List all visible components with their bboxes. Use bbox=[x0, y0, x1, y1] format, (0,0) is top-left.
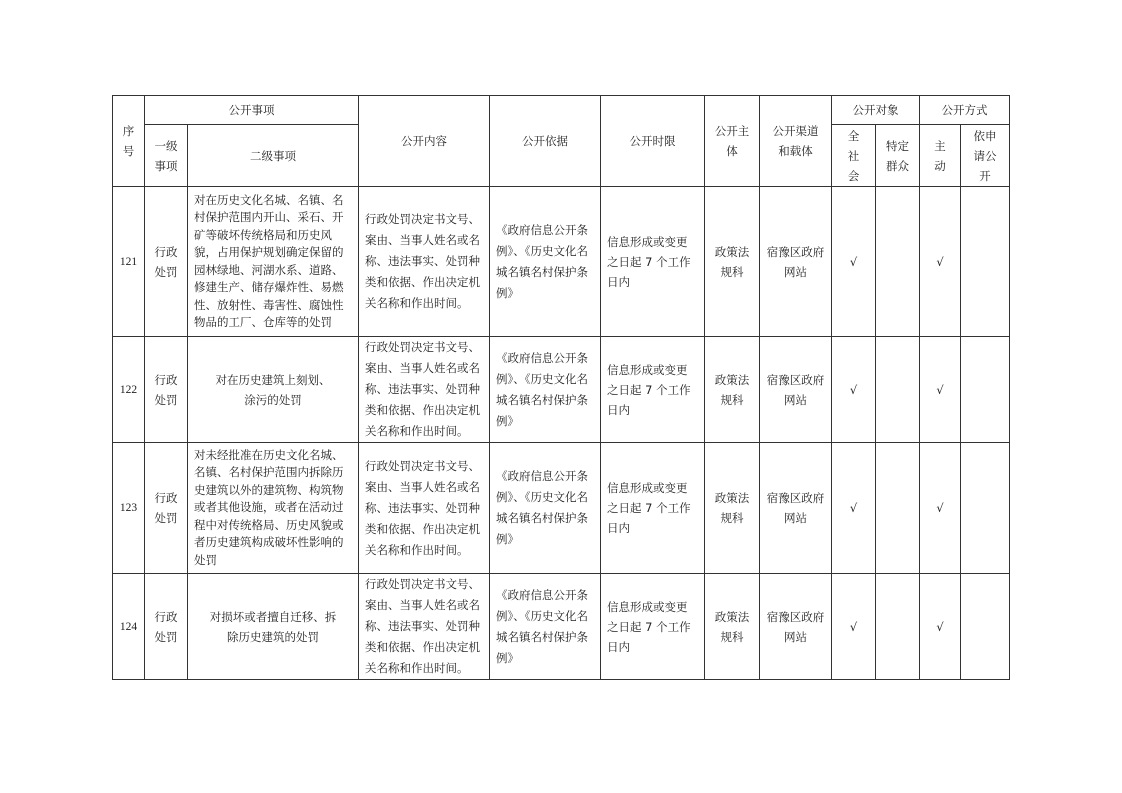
header-target-specific bbox=[876, 125, 920, 187]
row-seq: 123 bbox=[113, 443, 145, 574]
row-seq: 124 bbox=[113, 574, 145, 680]
header-seq bbox=[113, 96, 145, 187]
row-channel bbox=[760, 337, 832, 443]
row-target-all-check: √ bbox=[832, 443, 876, 574]
row-level1 bbox=[145, 187, 188, 337]
header-public-items: 公开事项 bbox=[145, 96, 359, 125]
header-method-active-label: 主动 bbox=[934, 138, 946, 173]
row-method-active-check: √ bbox=[920, 443, 961, 574]
row-level2 bbox=[188, 337, 359, 443]
header-time-limit: 公开时限 bbox=[601, 96, 705, 187]
table-row bbox=[113, 443, 1010, 574]
row-target-all-check: √ bbox=[832, 574, 876, 680]
row-target-specific-check bbox=[876, 443, 920, 574]
row-level1-text: 行政处罚 bbox=[154, 244, 178, 279]
row-basis: 《政府信息公开条例》、《历史文化名城名镇名村保护条例》 bbox=[490, 443, 601, 574]
row-channel-text: 宿豫区政府网站 bbox=[766, 372, 825, 407]
table-row bbox=[113, 337, 1010, 443]
disclosure-table bbox=[112, 95, 1010, 680]
header-target-all-label: 全社会 bbox=[847, 128, 860, 183]
header-target-all bbox=[832, 125, 876, 187]
row-basis: 《政府信息公开条例》、《历史文化名城名镇名村保护条例》 bbox=[490, 574, 601, 680]
row-method-apply-check bbox=[961, 574, 1010, 680]
header-target-specific-label: 特定群众 bbox=[886, 138, 909, 173]
row-method-apply-check bbox=[961, 443, 1010, 574]
row-basis: 《政府信息公开条例》、《历史文化名城名镇名村保护条例》 bbox=[490, 187, 601, 337]
row-channel bbox=[760, 187, 832, 337]
row-content: 行政处罚决定书文号、案由、当事人姓名或名称、违法事实、处罚种类和依据、作出决定机关名称和作出时间。 bbox=[359, 337, 490, 443]
row-method-apply-check bbox=[961, 187, 1010, 337]
row-method-active-check: √ bbox=[920, 187, 961, 337]
row-level1-text: 行政处罚 bbox=[154, 372, 178, 407]
header-level1-label: 一级事项 bbox=[154, 138, 178, 173]
header-content: 公开内容 bbox=[359, 96, 490, 187]
header-method-active bbox=[920, 125, 961, 187]
row-content: 行政处罚决定书文号、案由、当事人姓名或名称、违法事实、处罚种类和依据、作出决定机关名称和作出时间。 bbox=[359, 574, 490, 680]
row-level2-text: 对在历史建筑上刻划、涂污的处罚 bbox=[215, 372, 331, 407]
row-subject-text: 政策法规科 bbox=[714, 609, 750, 644]
row-level1 bbox=[145, 443, 188, 574]
header-method-apply bbox=[961, 125, 1010, 187]
row-subject-text: 政策法规科 bbox=[714, 491, 750, 525]
row-subject-text: 政策法规科 bbox=[714, 372, 750, 407]
row-level1-text: 行政处罚 bbox=[154, 491, 178, 525]
header-seq-label: 序号 bbox=[122, 124, 135, 158]
header-subject bbox=[705, 96, 760, 187]
row-time-limit: 信息形成或变更之日起 7 个工作日内 bbox=[601, 443, 705, 574]
row-level2-text: 对损坏或者擅自迁移、拆除历史建筑的处罚 bbox=[209, 609, 337, 644]
row-target-all-check: √ bbox=[832, 337, 876, 443]
row-target-specific-check bbox=[876, 337, 920, 443]
table-header bbox=[113, 96, 1010, 187]
header-subject-label: 公开主体 bbox=[714, 124, 750, 158]
header-target: 公开对象 bbox=[832, 96, 920, 125]
row-method-active-check: √ bbox=[920, 337, 961, 443]
row-subject bbox=[705, 337, 760, 443]
row-level1 bbox=[145, 337, 188, 443]
row-channel bbox=[760, 443, 832, 574]
row-content: 行政处罚决定书文号、案由、当事人姓名或名称、违法事实、处罚种类和依据、作出决定机关名称和作出时间。 bbox=[359, 187, 490, 337]
row-time-limit: 信息形成或变更之日起 7 个工作日内 bbox=[601, 337, 705, 443]
table-body bbox=[113, 187, 1010, 680]
row-target-specific-check bbox=[876, 574, 920, 680]
row-channel bbox=[760, 574, 832, 680]
row-seq: 121 bbox=[113, 187, 145, 337]
row-method-active-check: √ bbox=[920, 574, 961, 680]
header-channel-label: 公开渠道和载体 bbox=[772, 124, 819, 158]
header-method-apply-label: 依申请公开 bbox=[973, 128, 997, 183]
row-subject-text: 政策法规科 bbox=[714, 244, 750, 279]
row-time-limit: 信息形成或变更之日起 7 个工作日内 bbox=[601, 574, 705, 680]
row-target-all-check: √ bbox=[832, 187, 876, 337]
row-subject bbox=[705, 574, 760, 680]
row-level2 bbox=[188, 574, 359, 680]
row-channel-text: 宿豫区政府网站 bbox=[766, 491, 825, 525]
row-time-limit: 信息形成或变更之日起 7 个工作日内 bbox=[601, 187, 705, 337]
header-basis: 公开依据 bbox=[490, 96, 601, 187]
header-channel bbox=[760, 96, 832, 187]
header-method: 公开方式 bbox=[920, 96, 1010, 125]
row-subject bbox=[705, 443, 760, 574]
row-level1 bbox=[145, 574, 188, 680]
row-level1-text: 行政处罚 bbox=[154, 609, 178, 644]
row-content: 行政处罚决定书文号、案由、当事人姓名或名称、违法事实、处罚种类和依据、作出决定机关名称和作出时间。 bbox=[359, 443, 490, 574]
row-basis: 《政府信息公开条例》、《历史文化名城名镇名村保护条例》 bbox=[490, 337, 601, 443]
table-row bbox=[113, 187, 1010, 337]
row-channel-text: 宿豫区政府网站 bbox=[766, 609, 825, 644]
row-subject bbox=[705, 187, 760, 337]
table-row bbox=[113, 574, 1010, 680]
row-level2: 对未经批准在历史文化名城、名镇、名村保护范围内拆除历史建筑以外的建筑物、构筑物或者其他设施，或者在活动过程中对传统格局、历史风貌或者历史建筑构成破坏性影响的处罚 bbox=[188, 443, 359, 574]
row-level2: 对在历史文化名城、名镇、名村保护范围内开山、采石、开矿等破坏传统格局和历史风貌，占用保护规划确定保留的园林绿地、河湖水系、道路、修建生产、储存爆炸性、易燃性、放射性、毒害性、腐蚀性物品的工厂、仓库等的处罚 bbox=[188, 187, 359, 337]
row-channel-text: 宿豫区政府网站 bbox=[766, 244, 825, 279]
header-level2: 二级事项 bbox=[188, 125, 359, 187]
row-target-specific-check bbox=[876, 187, 920, 337]
row-seq: 122 bbox=[113, 337, 145, 443]
header-level1 bbox=[145, 125, 188, 187]
row-method-apply-check bbox=[961, 337, 1010, 443]
